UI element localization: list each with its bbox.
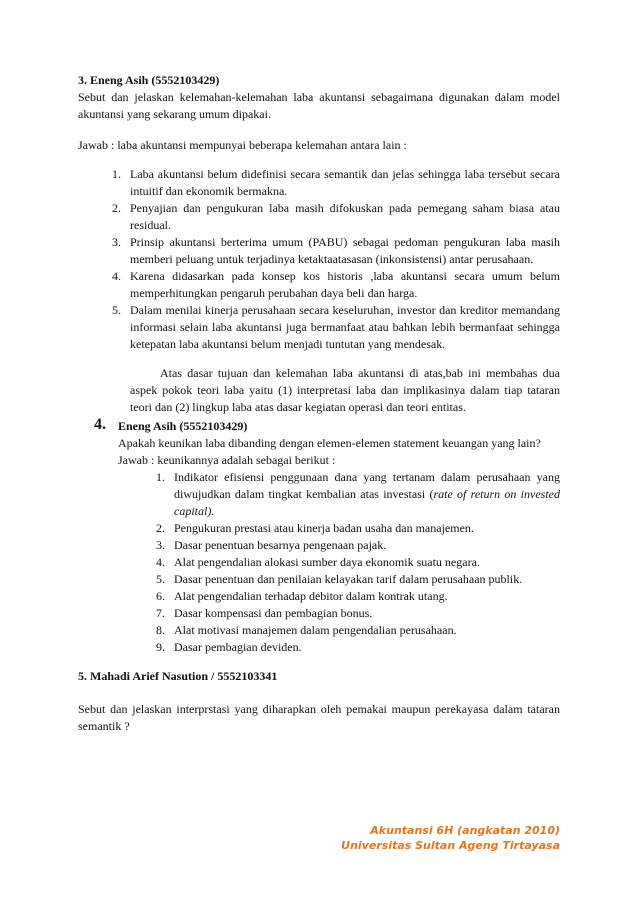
q4-list bbox=[78, 469, 560, 656]
list-item: 8. Alat motivasi manajemen dalam pengendalian perusahaan. bbox=[156, 623, 457, 637]
q5-question: Sebut dan jelaskan interprstasi yang diharapkan oleh pemakai maupun perekayasa dalam tataran semantik ? bbox=[78, 702, 560, 733]
q3-list bbox=[78, 166, 560, 353]
q4-section bbox=[94, 416, 560, 469]
footer-line-program: Akuntansi 6H (angkatan 2010) bbox=[370, 824, 560, 837]
q4-answer-intro: Jawab : keunikannya adalah sebagai berikut : bbox=[118, 453, 336, 467]
list-item: 4. Karena didasarkan pada konsep kos historis ,laba akuntansi secara umum belum memperhitungkan pengaruh perubahan daya beli dan harga. bbox=[112, 269, 560, 300]
q3-question: Sebut dan jelaskan kelemahan-kelemahan laba akuntansi sebagaimana digunakan dalam model akuntansi yang sekarang umum dipakai. bbox=[78, 90, 560, 121]
q4-heading: Eneng Asih (5552103429) bbox=[118, 419, 248, 433]
list-item: 5. Dalam menilai kinerja perusahaan secara keseluruhan, investor dan kreditor memandang informasi selain laba akuntansi juga bermanfaat atau bahkan lebih bermanfaat sehingga ketepatan laba akuntansi belum menjadi tuntutan yang mendesak. bbox=[112, 303, 560, 351]
list-item: 2. Pengukuran prestasi atau kinerja badan usaha dan manajemen. bbox=[156, 521, 474, 535]
list-item: 6. Alat pengendalian terhadap debitor dalam kontrak utang. bbox=[156, 589, 448, 603]
list-item: 1. Indikator efisiensi penggunaan dana yang tertanam dalam perusahaan yang diwujudkan dalam tingkat kembalian atas investasi (rate of return on invested capital). bbox=[156, 470, 560, 518]
q4-number: 4. bbox=[94, 416, 106, 433]
list-item: 3. Dasar penentuan besarnya pengenaan pajak. bbox=[156, 538, 387, 552]
q4-question: Apakah keunikan laba dibanding dengan elemen-elemen statement keuangan yang lain? bbox=[118, 436, 541, 450]
page-footer bbox=[341, 823, 560, 853]
list-item: 7. Dasar kompensasi dan pembagian bonus. bbox=[156, 606, 373, 620]
list-item: 3. Prinsip akuntansi berterima umum (PABU) sebagai pedoman pengukuran laba masih memberi peluang untuk terjadinya ketaktaatasasan (inkonsistensi) antar perusahaan. bbox=[112, 235, 560, 266]
q3-closing-paragraph: Atas dasar tujuan dan kelemahan laba akuntansi di atas,bab ini membahas dua aspek pokok teori laba yaitu (1) interpretasi laba dan implikasinya dalam tiap tataran teori dan (2) lingkup laba atas dasar kegiatan operasi dan teori entitas. bbox=[130, 366, 560, 414]
list-item: 5. Dasar penentuan dan penilaian kelayakan tarif dalam perusahaan publik. bbox=[156, 572, 523, 586]
list-item: 2. Penyajian dan pengukuran laba masih difokuskan pada pemegang saham biasa atau residual. bbox=[112, 201, 560, 232]
q3-answer-intro: Jawab : laba akuntansi mempunyai beberapa kelemahan antara lain : bbox=[78, 138, 407, 152]
q3-heading: 3. Eneng Asih (5552103429) bbox=[78, 73, 220, 87]
q5-heading: 5. Mahadi Arief Nasution / 5552103341 bbox=[78, 669, 278, 683]
list-item: 4. Alat pengendalian alokasi sumber daya ekonomik suatu negara. bbox=[156, 555, 480, 569]
footer-line-university: Universitas Sultan Ageng Tirtayasa bbox=[341, 839, 560, 852]
list-item: 1. Laba akuntansi belum didefinisi secara semantik dan jelas sehingga laba tersebut secara intuitif dan ekonomik bermakna. bbox=[112, 167, 560, 198]
list-item: 9. Dasar pembagian deviden. bbox=[156, 640, 302, 654]
document-page bbox=[78, 72, 560, 735]
